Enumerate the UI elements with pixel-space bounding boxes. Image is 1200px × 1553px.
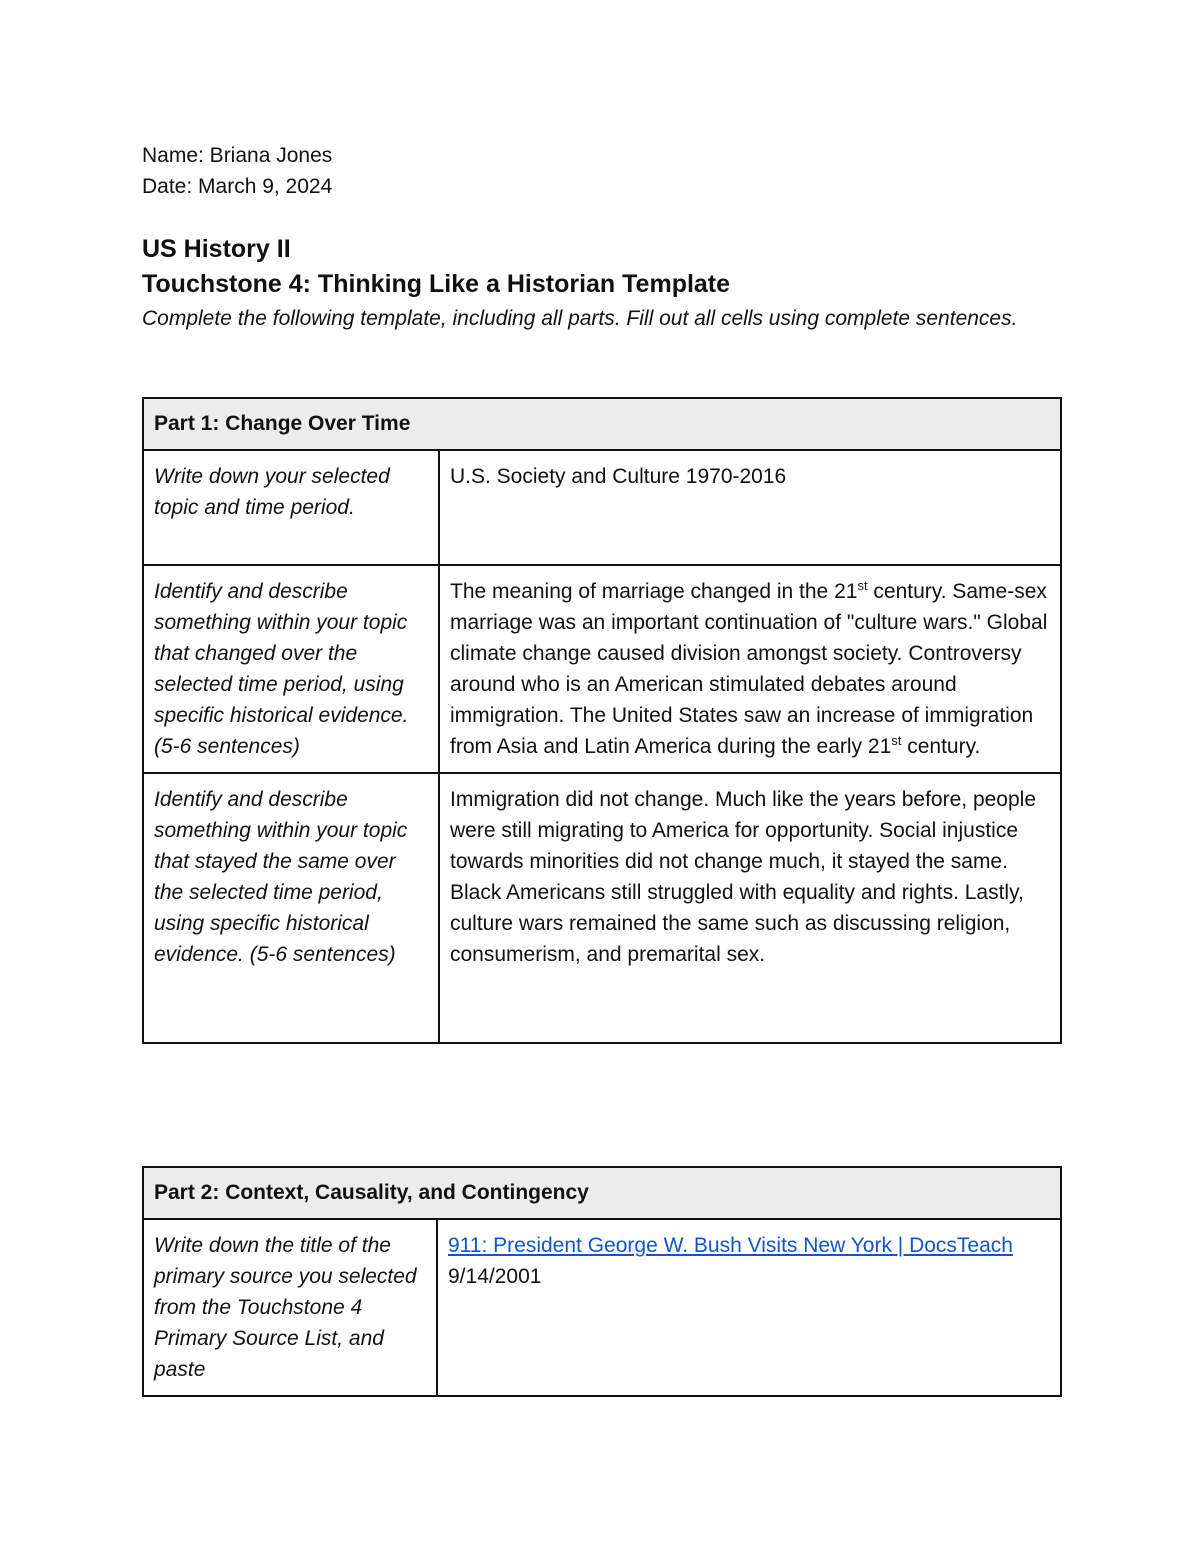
continuity-answer: Immigration did not change. Much like the years before, people were still migrating to America for opportunity. Social injustice towards minorities did not change much, it stayed the same. Black Americans still struggled with equality and rights. Lastly, culture wars remained the same such as discussing religion, consumerism, and premarital sex. (439, 773, 1061, 1043)
table-row (143, 450, 1061, 565)
superscript-st: st (857, 578, 868, 593)
continuity-prompt: Identify and describe something within your topic that stayed the same over the selected time period, using specific historical evidence. (5-6 sentences) (143, 773, 439, 1043)
student-name: Name: Briana Jones (142, 144, 333, 167)
part1-table (142, 397, 1062, 1044)
assignment-date: Date: March 9, 2024 (142, 175, 333, 198)
table-row (143, 1219, 1061, 1396)
part2-table (142, 1166, 1062, 1397)
part1-header: Part 1: Change Over Time (143, 398, 1061, 450)
part2-header: Part 2: Context, Causality, and Contingency (143, 1167, 1061, 1219)
table-row (143, 565, 1061, 773)
change-answer-text-2: century. Same-sex marriage was an important continuation of "culture wars." Global climate change caused division amongst society. Controversy around who is an American stimulated debates around immigration. The United States saw an increase of immigration from Asia and Latin America during the early 21 (450, 580, 1048, 758)
topic-answer: U.S. Society and Culture 1970-2016 (439, 450, 1061, 565)
instructions-text: Complete the following template, including all parts. Fill out all cells using complete sentences. (142, 307, 1018, 330)
part1-header-row (143, 398, 1061, 450)
table-row (143, 773, 1061, 1043)
primary-source-link[interactable]: 911: President George W. Bush Visits New York | DocsTeach (448, 1234, 1013, 1257)
assignment-title: Touchstone 4: Thinking Like a Historian Template (142, 270, 731, 298)
change-answer (439, 565, 1061, 773)
change-prompt: Identify and describe something within your topic that changed over the selected time period, using specific historical evidence. (5-6 sentences) (143, 565, 439, 773)
primary-source-prompt: Write down the title of the primary source you selected from the Touchstone 4 Primary Source List, and paste (143, 1219, 437, 1396)
superscript-st: st (891, 733, 902, 748)
part2-header-row (143, 1167, 1061, 1219)
change-answer-text-3: century. (901, 735, 981, 758)
primary-source-date: 9/14/2001 (448, 1265, 542, 1288)
topic-prompt: Write down your selected topic and time period. (143, 450, 439, 565)
change-answer-text-1: The meaning of marriage changed in the 21 (450, 580, 858, 603)
course-title: US History II (142, 235, 291, 263)
primary-source-answer (437, 1219, 1061, 1396)
